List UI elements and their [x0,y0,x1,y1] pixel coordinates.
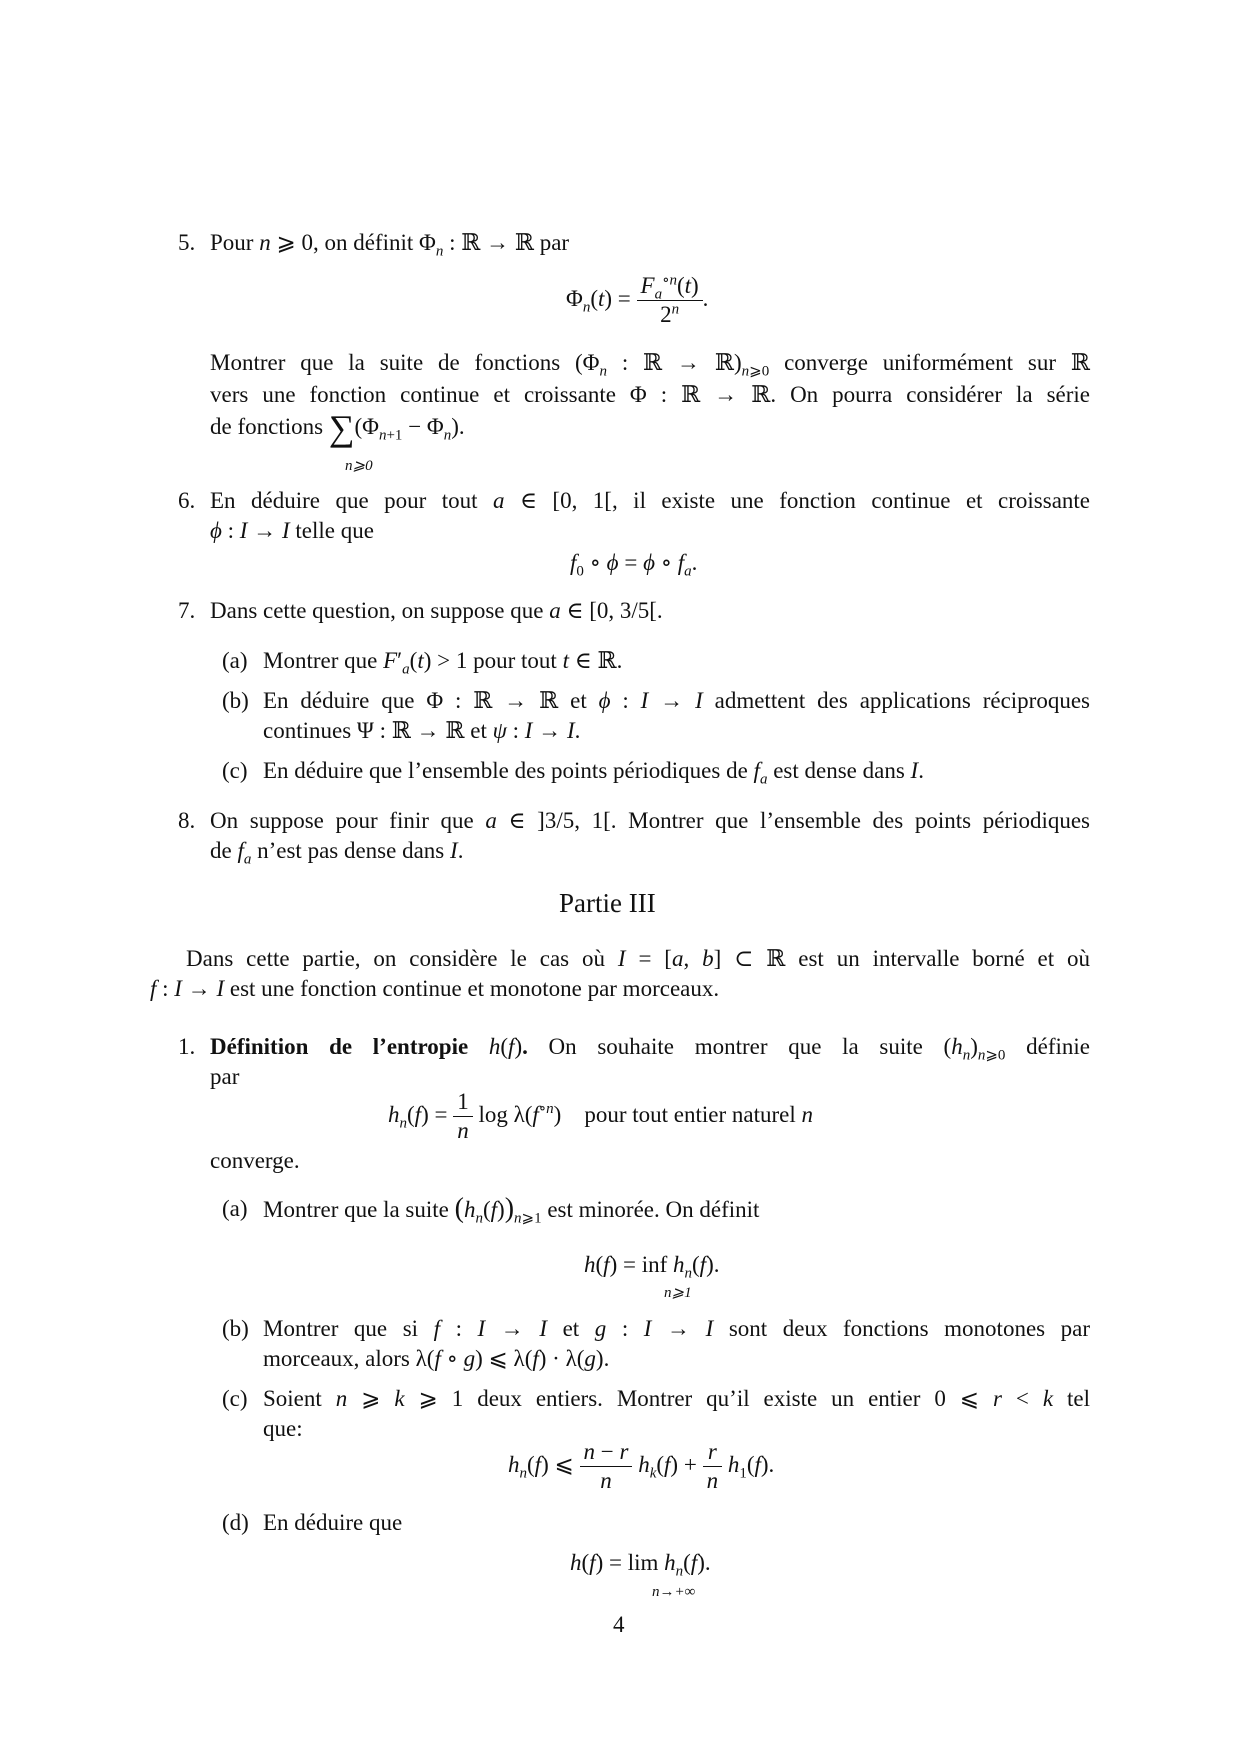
p1-d-lim-index: n→+∞ [652,1584,696,1600]
p1-line3: converge. [210,1148,300,1173]
p1-c-display: $h_n(f)$ ⩽ $\frac{n - r}{n}$ $h_k(f)$ + $\frac{r}{n}$ $h_1(f)$. [508,1439,775,1493]
p1-c-line1: Soient n ⩾ k ⩾ 1 deux entiers. Montrer qu’il existe un entier 0 ⩽ r < k tel [263,1386,1090,1411]
section-intro-line1: Dans cette partie, on considère le cas où I = [a, b] ⊂ ℝ est un intervalle borné et où [186,946,1091,971]
section-intro-line2: f : I → I est une fonction continue et monotone par morceaux. [150,976,720,1001]
q7-b-line2: continues Ψ : ℝ → ℝ et ψ : I → I. [263,718,581,743]
p1-b-label: (b) [222,1316,249,1341]
p1-d-label: (d) [222,1510,249,1535]
p1-d-text: En déduire que [263,1510,403,1535]
q6-line1: En déduire que pour tout a ∈ [0, 1[, il existe une fonction continue et croissante [210,488,1090,513]
q6-line2: ϕ : I → I telle que [210,518,374,543]
q8-number: 8. [178,808,196,833]
page-number: 4 [613,1612,625,1637]
q5-sum-index: n⩾0 [345,458,373,474]
q5-number: 5. [178,230,196,255]
q7-b-line1: En déduire que Φ : ℝ → ℝ et ϕ : I → I admettent des applications réciproques [263,688,1091,713]
q5-display-equation: $\Phi_n(t)$ = $\frac{F_a^{\circ n}(t)}{2^n}$ . [566,272,709,327]
p1-a-label: (a) [222,1196,248,1221]
p1-b-line2: morceaux, alors λ(f ∘ g) ⩽ λ(f) · λ(g). [263,1346,610,1371]
q7-a-text: Montrer que $F'_a(t) > 1$ pour tout t ∈ ℝ. [263,648,623,678]
p1-c-line2: que: [263,1416,303,1441]
section-title: Partie III [559,888,656,918]
q5-line3: de fonctions $\sum(\Phi_{n+1} - \Phi_n)$. [210,408,465,448]
p1-line1: Définition de l’entropie h(f). On souhaite montrer que la suite $(h_n)_{n⩾0}$ définie [210,1034,1090,1064]
p1-display-equation: $h_n(f)$ = $\frac{1}{n}$ $\log \lambda(f^{\circ n})$ pour tout entier naturel n [388,1089,813,1143]
q7-c-label: (c) [222,758,248,783]
q7-b-label: (b) [222,688,249,713]
p1-a-display: h(f) = inf $h_n(f)$. [584,1252,720,1282]
p1-a-inf-index: n⩾1 [664,1285,692,1301]
q8-line2: de $f_a$ n’est pas dense dans I. [210,838,464,868]
q5-intro: Pour n ⩾ 0, on définit $\Phi_n$ : ℝ → ℝ par [210,230,570,260]
p1-line2: par [210,1064,240,1089]
p1-a-text: Montrer que la suite $(h_n(f))_{n⩾1}$ est minorée. On définit [263,1193,760,1227]
q6-number: 6. [178,488,196,513]
q7-a-label: (a) [222,648,248,673]
q5-line2: vers une fonction continue et croissante Φ : ℝ → ℝ. On pourra considérer la série [210,382,1090,407]
q6-display-equation: $f_0$ ∘ ϕ = ϕ ∘ $f_a$. [570,550,698,580]
q7-number: 7. [178,598,196,623]
q8-line1: On suppose pour finir que a ∈ ]3/5, 1[. Montrer que l’ensemble des points périodiques [210,808,1091,833]
q5-line1: Montrer que la suite de fonctions ($\Phi_n$ : ℝ → $ℝ)_{n⩾0}$ converge uniformément sur ℝ [210,350,1090,380]
q7-c-text: En déduire que l’ensemble des points périodiques de $f_a$ est dense dans I. [263,758,924,788]
p1-number: 1. [178,1034,196,1059]
p1-c-label: (c) [222,1386,248,1411]
p1-b-line1: Montrer que si f : I → I et g : I → I sont deux fonctions monotones par [263,1316,1091,1341]
p1-d-display: $h(f) = \lim h_n(f)$. [570,1550,711,1580]
q7-intro: Dans cette question, on suppose que a ∈ [0, 3/5[. [210,598,663,623]
